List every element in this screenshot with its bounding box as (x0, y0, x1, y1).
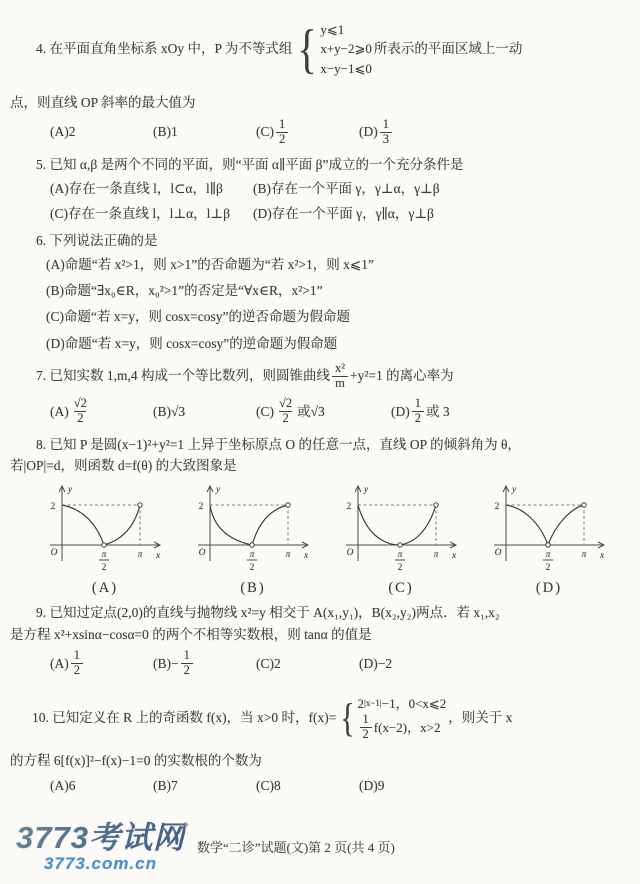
q10-option-d: (D)9 (359, 778, 385, 794)
q4-option-b: (B)1 (153, 124, 178, 140)
x-tick-pi: π (581, 549, 587, 560)
x-axis-label: x (452, 550, 457, 561)
x-tick-pi-over-2-num: π (101, 549, 107, 560)
x-tick-pi: π (285, 549, 291, 560)
y-tick-2: 2 (198, 501, 204, 512)
q4-stem-line (10, 6, 628, 92)
graph-b-plot (190, 481, 316, 577)
y-tick-2: 2 (494, 501, 500, 512)
graph-a-caption: (A) (91, 579, 119, 596)
question-8 (10, 434, 628, 600)
q9-option-b: (B)− $\frac{1}{2}$ (153, 649, 256, 678)
page-footer (0, 819, 640, 874)
q5-option-b: (B)存在一个平面 γ，γ⊥α，γ⊥β (253, 181, 440, 197)
q10-option-c: (C)8 (256, 778, 281, 794)
q4-option-a: (A)2 (50, 124, 76, 140)
origin-label: O (50, 547, 58, 558)
q5-option-d: (D)存在一个平面 γ，γ∥α，γ⊥β (253, 205, 434, 221)
q10-stem-pre: 10. 已知定义在 R 上的奇函数 f(x)，当 x>0 时，f(x)= (32, 709, 337, 725)
q8-answer-graphs (10, 477, 628, 600)
q9-option-d: (D)−2 (359, 655, 393, 671)
answer-graph-d (486, 481, 612, 600)
q4-options (10, 118, 628, 147)
q5-option-c: (C)存在一条直线 l，l⊥α，l⊥β (50, 205, 230, 221)
y-tick-2: 2 (346, 501, 352, 512)
q10-piecewise-row-1: 2 |x−1| −1，0<x⩽2 (357, 695, 447, 711)
x-tick-pi: π (433, 549, 439, 560)
q6-option-c: (C)命题“若 x=y，则 cosx=cosy”的逆否命题为假命题 (46, 309, 350, 325)
x-tick-pi-over-2-den: 2 (101, 562, 107, 573)
q10-option-a: (A)6 (50, 778, 76, 794)
q7-stem: 7. 已知实数 1,m,4 构成一个等比数列，则圆锥曲线 $\frac{\text{x²}}{m}$ +y²=1 的离心率为 (36, 360, 454, 390)
x-tick-pi-over-2-den: 2 (545, 562, 551, 573)
origin-label: O (494, 547, 502, 558)
q5-options (10, 178, 628, 224)
q9-options (10, 649, 628, 678)
q9-stem-line1: 9. 已知过定点(2,0)的直线与抛物线 x²=y 相交于 A(x₁,y₁)，B(x₂,y₂)两点．若 x₁,x₂ (36, 604, 500, 620)
graph-a-plot (42, 481, 168, 577)
answer-graph-c (338, 481, 464, 600)
q4-stem-post: 所表示的平面区域上一动 (373, 41, 523, 57)
q5-option-a: (A)存在一条直线 l，l⊂α，l∥β (50, 181, 223, 197)
question-10 (10, 686, 628, 797)
q7-option-b: (B)√3 (153, 403, 186, 419)
q10-stem-line (10, 686, 628, 750)
site-logo-text: 3773考试网 (16, 819, 185, 855)
q7-option-a: (A) $\frac{√2}{2}$ (50, 396, 87, 425)
question-4 (10, 6, 628, 146)
q9-stem-line2: 是方程 x²+xsinα−cosα=0 的两个不相等实数根，则 tanα 的值是 (10, 626, 372, 642)
x-tick-pi-over-2-num: π (397, 549, 403, 560)
q4-option-d: (D) $\frac{1}{3}$ (359, 118, 462, 147)
q9-option-a: (A) $\frac{1}{2}$ (50, 649, 153, 678)
origin-label: O (198, 547, 206, 558)
x-tick-pi-over-2-den: 2 (249, 562, 255, 573)
page-number-note: 数学“二诊”试题(文)第 2 页(共 4 页) (196, 840, 395, 856)
graph-c-caption: (C) (388, 579, 414, 596)
y-axis-label: y (68, 484, 73, 495)
3773-logo (16, 819, 185, 874)
site-url: 3773.com.cn (43, 853, 158, 873)
q6-options (10, 252, 628, 357)
question-6 (10, 230, 628, 357)
y-axis-label: y (364, 484, 369, 495)
x-tick-pi-over-2-num: π (545, 549, 551, 560)
q10-stem-post: ，则关于 x (448, 709, 513, 725)
q4-stem-pre: 4. 在平面直角坐标系 xOy 中，P 为不等式组 (36, 41, 293, 57)
question-9 (10, 602, 628, 678)
y-axis-label: y (216, 484, 221, 495)
x-axis-label: x (304, 550, 309, 561)
left-brace: { (297, 19, 318, 79)
answer-graph-b (190, 481, 316, 600)
q4-system-row-2: x+y−2⩾0 (320, 41, 372, 57)
graph-d-plot (486, 481, 612, 577)
graph-d-caption: (D) (535, 579, 563, 596)
q5-stem: 5. 已知 α,β 是两个不同的平面，则“平面 α∥平面 β”成立的一个充分条件是 (36, 157, 464, 173)
x-tick-pi-over-2-num: π (249, 549, 255, 560)
q4-system-row-1: y⩽1 (320, 21, 345, 37)
graph-c-plot (338, 481, 464, 577)
x-axis-label: x (156, 550, 161, 561)
q10-piecewise-row-2: $\frac{1}{2}$ f(x−2)，x>2 (358, 713, 447, 742)
q7-option-c: (C) $\frac{√2}{2}$ 或√3 (256, 396, 325, 425)
q6-option-b: (B)命题“∃x₀∈R，x₀²>1”的否定是“∀x∈R，x²>1” (46, 283, 323, 299)
q9-option-c: (C)2 (256, 655, 281, 671)
question-5 (10, 154, 628, 224)
x-axis-label: x (600, 550, 605, 561)
y-tick-2: 2 (50, 501, 56, 512)
y-axis-label: y (512, 484, 517, 495)
answer-graph-a (42, 481, 168, 600)
q4-stem-line2: 点，则直线 OP 斜率的最大值为 (10, 95, 196, 111)
q6-option-d: (D)命题“若 x=y，则 cosx=cosy”的逆命题为假命题 (46, 335, 338, 351)
q10-stem-line2: 的方程 6[f(x)]²−f(x)−1=0 的实数根的个数为 (10, 752, 262, 768)
graph-b-caption: (B) (240, 579, 266, 596)
q7-option-d: (D) $\frac{1}{2}$ 或 3 (391, 396, 450, 425)
q6-stem: 6. 下列说法正确的是 (36, 233, 158, 249)
left-brace: { (340, 694, 356, 740)
q10-option-b: (B)7 (153, 778, 178, 794)
question-7 (10, 359, 628, 426)
q10-piecewise-function (338, 686, 446, 750)
origin-label: O (346, 547, 354, 558)
q7-options (10, 397, 628, 426)
q8-stem-line2: 若|OP|=d，则函数 d=f(θ) 的大致图象是 (10, 458, 237, 474)
q10-options (10, 775, 628, 797)
q8-stem-line1: 8. 已知 P 是圆(x−1)²+y²=1 上异于坐标原点 O 的任意一点，直线 OP 的倾斜角为 θ， (36, 436, 521, 452)
x-tick-pi: π (137, 549, 143, 560)
q4-inequality-system (294, 6, 371, 92)
x-tick-pi-over-2-den: 2 (397, 562, 403, 573)
q4-system-row-3: x−y−1⩽0 (320, 60, 372, 76)
q4-option-c: (C) $\frac{1}{2}$ (256, 118, 359, 147)
q6-option-a: (A)命题“若 x²>1，则 x>1”的否命题为“若 x²>1，则 x⩽1” (46, 256, 374, 272)
